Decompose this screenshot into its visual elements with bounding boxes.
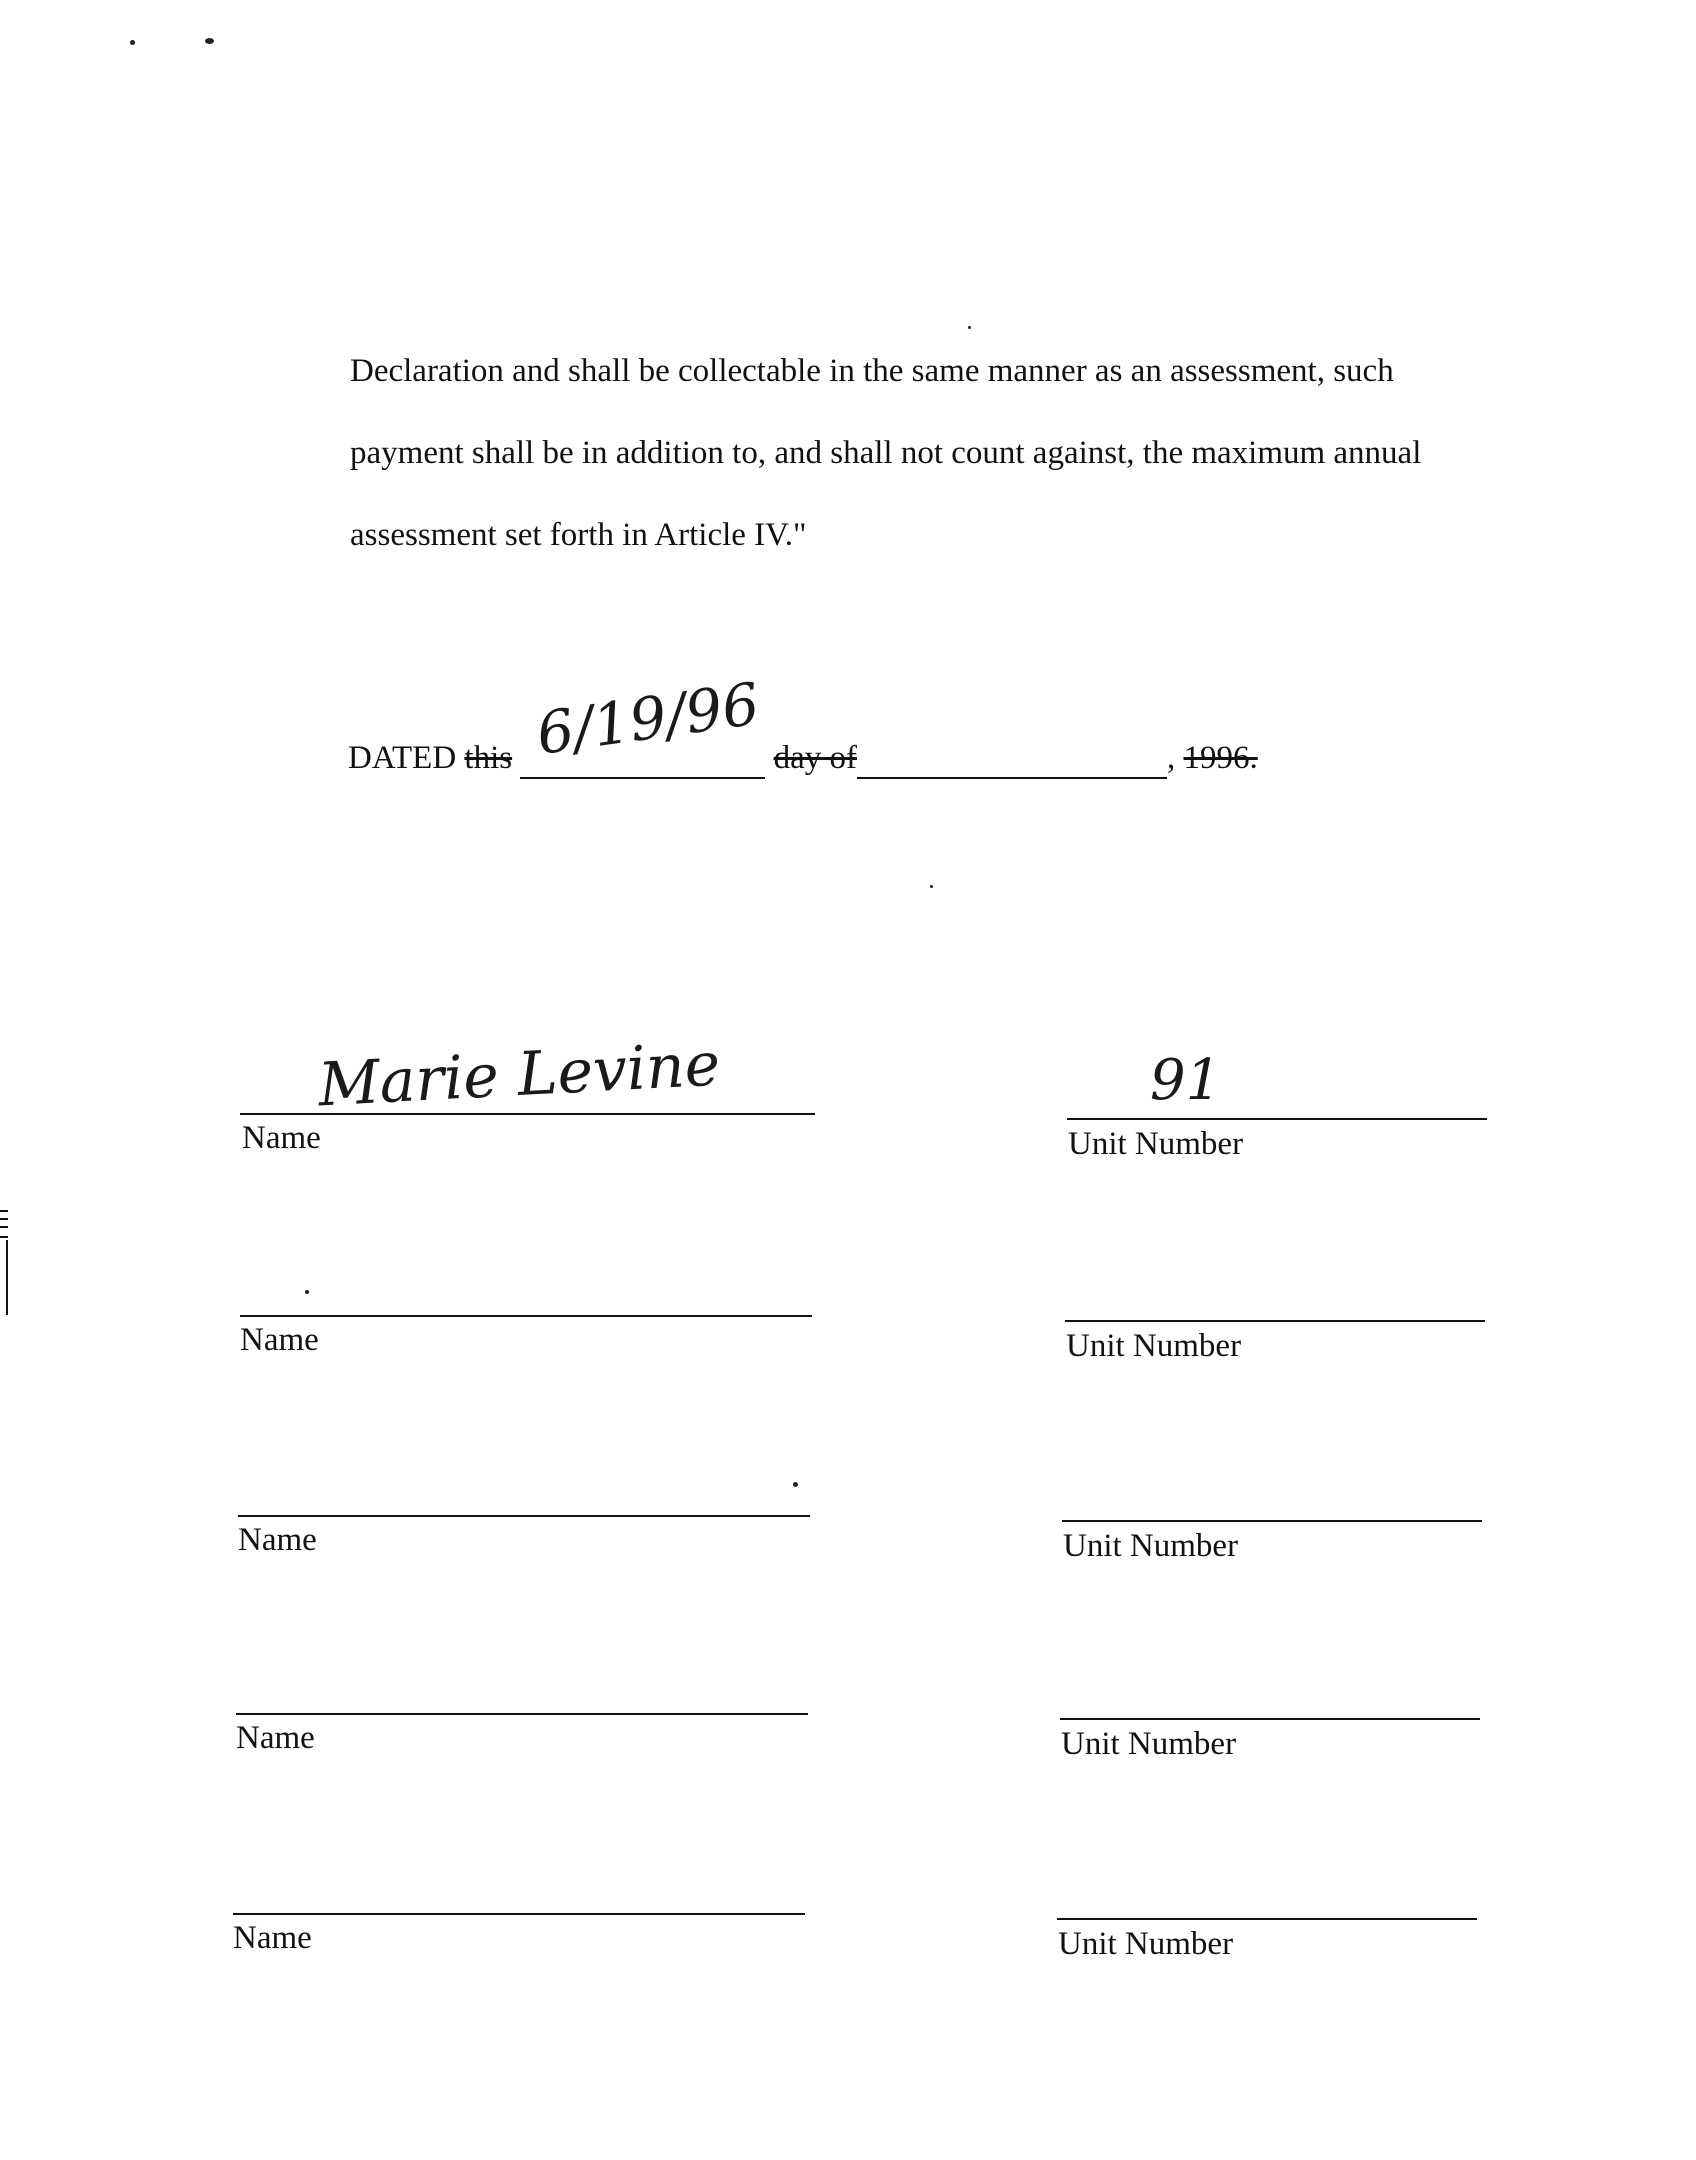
dated-prefix: DATED (348, 740, 457, 776)
unit-number-label: Unit Number (1063, 1528, 1239, 1564)
unit-number-line[interactable] (1062, 1520, 1482, 1522)
name-label: Name (236, 1720, 315, 1756)
unit-number-line[interactable] (1060, 1718, 1480, 1720)
scan-edge-mark (0, 1236, 8, 1238)
unit-number-label: Unit Number (1068, 1126, 1244, 1162)
scan-edge-mark (6, 1240, 8, 1315)
scan-speck (305, 1290, 309, 1294)
unit-number-label: Unit Number (1061, 1726, 1237, 1762)
struck-this: this (464, 740, 513, 776)
scan-edge-mark (0, 1226, 8, 1228)
dated-line (348, 669, 1258, 779)
name-line[interactable] (240, 1113, 815, 1115)
name-label: Name (242, 1120, 321, 1156)
unit-number-label: Unit Number (1066, 1328, 1242, 1364)
name-label: Name (240, 1322, 319, 1358)
name-line[interactable] (238, 1515, 810, 1517)
scan-speck (205, 38, 214, 44)
date-blank (520, 669, 765, 779)
name-line[interactable] (240, 1315, 812, 1317)
dated-comma: , (1166, 740, 1176, 776)
paragraph-line: Declaration and shall be collectable in the same manner as an assessment, such (350, 353, 1394, 389)
name-line[interactable] (233, 1913, 805, 1915)
scan-speck (130, 40, 135, 45)
struck-year: 1996. (1183, 740, 1258, 776)
scan-speck (793, 1482, 798, 1487)
unit-number-handwritten: 91 (1150, 1048, 1222, 1113)
unit-number-line[interactable] (1065, 1320, 1485, 1322)
struck-day-of: day of (773, 740, 857, 776)
name-label: Name (233, 1920, 312, 1956)
signature-handwritten: Marie Levine (316, 1029, 722, 1121)
scan-edge-mark (0, 1210, 8, 1212)
unit-number-line[interactable] (1057, 1918, 1477, 1920)
scan-speck (968, 326, 971, 329)
paragraph-line: assessment set forth in Article IV." (350, 517, 807, 553)
handwritten-date: 6/19/96 (532, 669, 764, 768)
unit-number-line[interactable] (1067, 1118, 1487, 1120)
scan-speck (930, 885, 933, 888)
scan-edge-mark (0, 1218, 8, 1220)
name-label: Name (238, 1522, 317, 1558)
name-line[interactable] (236, 1713, 808, 1715)
month-blank (857, 740, 1167, 779)
paragraph-line: payment shall be in addition to, and shall not count against, the maximum annual (350, 435, 1422, 471)
unit-number-label: Unit Number (1058, 1926, 1234, 1962)
declaration-paragraph (350, 330, 1470, 576)
